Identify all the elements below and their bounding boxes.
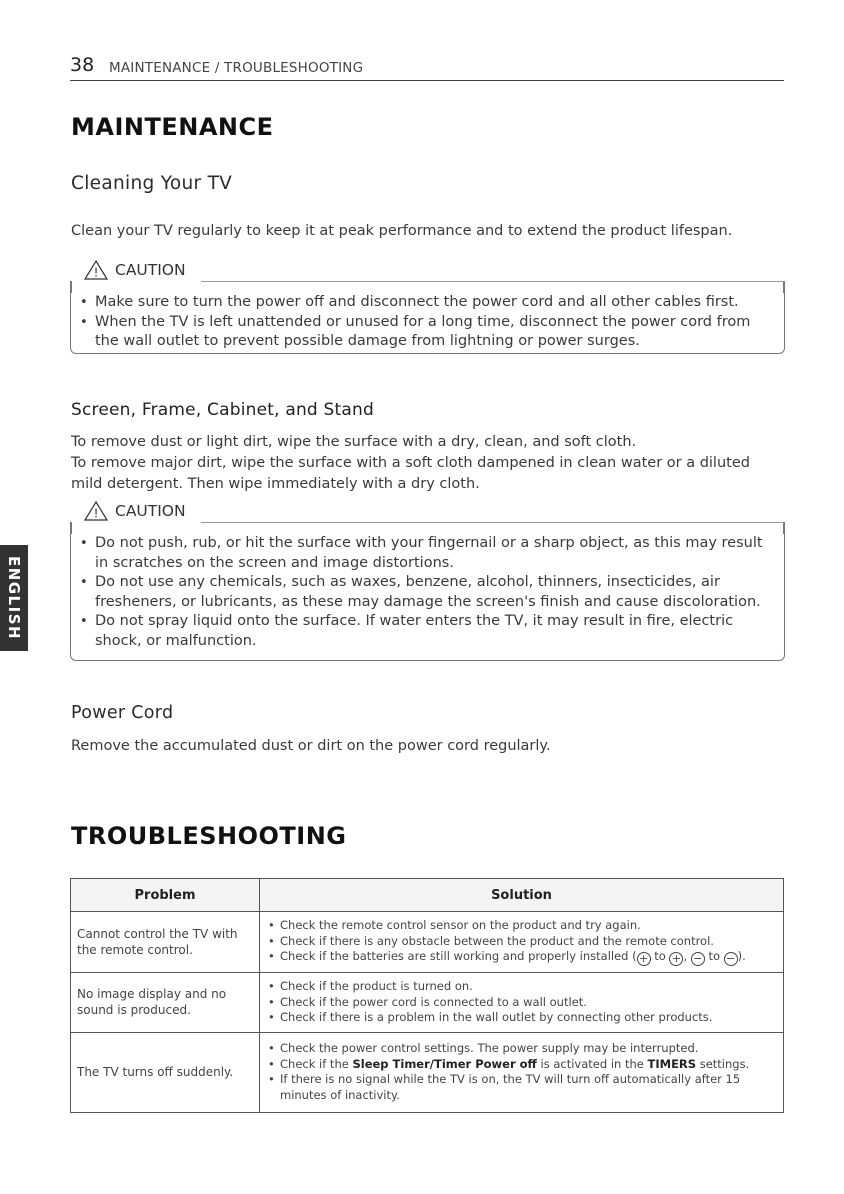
caution-frame [71, 281, 784, 293]
minus-icon: − [691, 952, 705, 966]
troubleshooting-table [70, 878, 784, 1113]
problem-cell: No image display and no sound is produced. [71, 973, 260, 1033]
warning-triangle-icon [83, 259, 109, 281]
solution-item: • Check the remote control sensor on the product and try again. [280, 918, 777, 934]
solution-cell [260, 912, 784, 973]
caution-list [71, 281, 784, 360]
troubleshooting-title: TROUBLESHOOTING [71, 822, 347, 850]
cleaning-heading: Cleaning Your TV [71, 173, 233, 194]
problem-cell: Cannot control the TV with the remote control. [71, 912, 260, 973]
solution-item: • Check the power control settings. The power supply may be interrupted. [280, 1041, 777, 1057]
screen-text-1: To remove dust or light dirt, wipe the surface with a dry, clean, and soft cloth. [71, 434, 637, 450]
to-text: to [654, 949, 666, 963]
menu-name: TIMERS [647, 1056, 697, 1071]
setting-name: Sleep Timer/Timer Power off [352, 1056, 537, 1071]
caution-label [83, 259, 192, 281]
caution-box-cleaning [70, 261, 785, 354]
page-number: 38 [70, 54, 95, 76]
solution-item: • Check if there is any obstacle between the product and the remote control. [280, 934, 777, 950]
caution-text: CAUTION [115, 261, 186, 279]
svg-text:!: ! [93, 265, 99, 280]
plus-icon: + [637, 952, 651, 966]
solution-cell [260, 973, 784, 1033]
caution-item: • Do not push, rub, or hit the surface with your fingernail or a sharp object, as this may result in scratches on the screen and image distortions. [95, 534, 774, 573]
warning-triangle-icon [83, 500, 109, 522]
language-side-tab [0, 545, 28, 651]
section-title: MAINTENANCE / TROUBLESHOOTING [109, 60, 364, 76]
caution-item: • When the TV is left unattended or unused for a long time, disconnect the power cord from the wall outlet to prevent possible damage from lightning or power surges. [95, 313, 774, 352]
screen-heading: Screen, Frame, Cabinet, and Stand [71, 400, 374, 420]
solution-item: • If there is no signal while the TV is on, the TV will turn off automatically after 15 minutes of inactivity. [280, 1072, 777, 1103]
table-header-row [71, 879, 784, 912]
solution-list [266, 1041, 777, 1103]
table-row [71, 1032, 784, 1112]
caution-item: • Make sure to turn the power off and disconnect the power cord and all other cables first. [95, 293, 774, 313]
solution-item: • Check if the batteries are still working and properly installed ( + to + , − to − ). [280, 949, 777, 966]
maintenance-title: MAINTENANCE [71, 113, 274, 141]
caution-item: • Do not spray liquid onto the surface. If water enters the TV, it may result in fire, electric shock, or malfunction. [95, 612, 774, 651]
solution-text: is activated in the [536, 1056, 648, 1071]
to-text: to [708, 949, 720, 963]
caution-item: • Do not use any chemicals, such as waxes, benzene, alcohol, thinners, insecticides, air fresheners, or lubricants, as these may damage the screen's finish and cause discoloration. [95, 573, 774, 612]
caution-rule [201, 281, 784, 282]
table-row [71, 912, 784, 973]
table-row [71, 973, 784, 1033]
solution-list [266, 979, 777, 1026]
solution-item: • Check if the product is turned on. [280, 979, 777, 995]
solution-list [266, 918, 777, 966]
caution-frame [71, 522, 784, 534]
power-heading: Power Cord [71, 703, 174, 723]
solution-text: Check if the [280, 1056, 353, 1071]
cleaning-intro: Clean your TV regularly to keep it at peak performance and to extend the product lifespan. [71, 223, 733, 239]
solution-item [280, 1057, 777, 1073]
minus-icon: − [724, 952, 738, 966]
solution-column-header: Solution [260, 879, 784, 912]
solution-item: • Check if the power cord is connected to a wall outlet. [280, 995, 777, 1011]
power-text: Remove the accumulated dust or dirt on the power cord regularly. [71, 738, 551, 754]
solution-text: settings. [696, 1056, 750, 1071]
caution-label [83, 500, 192, 522]
solution-text: Check if the batteries are still working and properly installed ( [280, 949, 637, 963]
plus-icon: + [669, 952, 683, 966]
caution-list [71, 522, 784, 659]
page-header [70, 56, 784, 81]
caution-text: CAUTION [115, 502, 186, 520]
end-text: ). [737, 949, 746, 963]
problem-cell: The TV turns off suddenly. [71, 1032, 260, 1112]
caution-box-screen [70, 502, 785, 661]
solution-cell [260, 1032, 784, 1112]
caution-rule [201, 522, 784, 523]
svg-text:!: ! [93, 506, 99, 521]
problem-column-header: Problem [71, 879, 260, 912]
screen-text-2: To remove major dirt, wipe the surface with a soft cloth dampened in clean water or a diluted mild detergent. Then wipe immediately with a dry cloth. [71, 455, 750, 492]
solution-item: • Check if there is a problem in the wall outlet by connecting other products. [280, 1010, 777, 1026]
language-label: ENGLISH [5, 555, 23, 641]
